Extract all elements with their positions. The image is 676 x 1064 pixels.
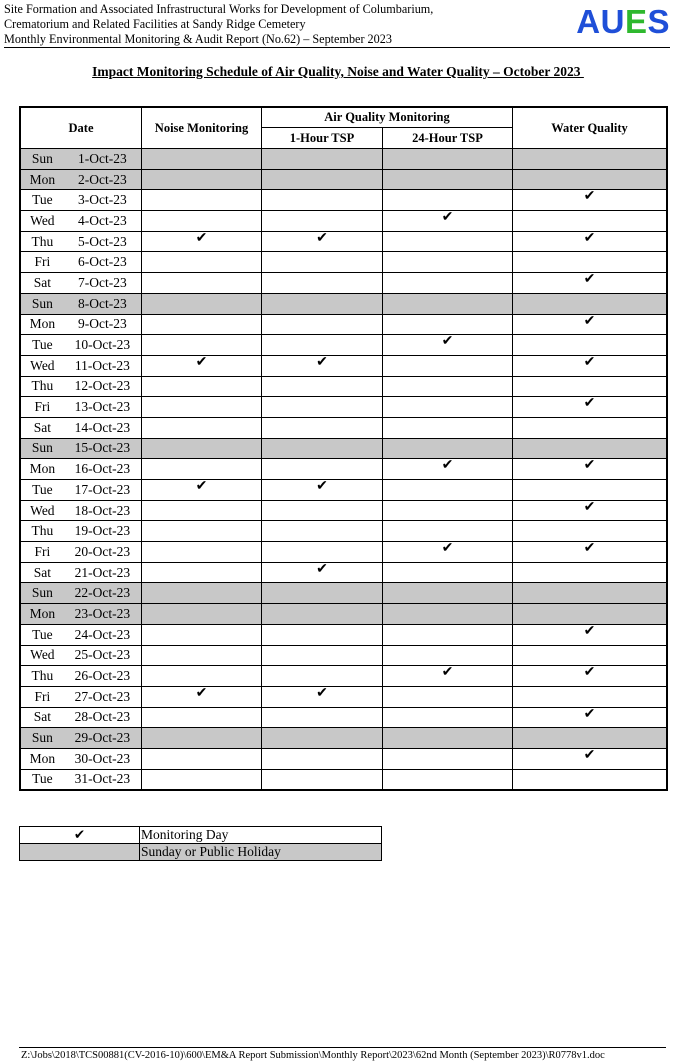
- legend-row-holiday: [20, 844, 382, 861]
- date-cell: 4-Oct-23: [64, 211, 142, 232]
- water-cell: ✔: [513, 666, 668, 687]
- table-row: [20, 211, 667, 232]
- date-cell: 17-Oct-23: [64, 480, 142, 501]
- schedule-body: [20, 149, 667, 791]
- water-cell: ✔: [513, 459, 668, 480]
- tsp24-cell: [383, 169, 513, 190]
- table-row: [20, 521, 667, 542]
- tsp1-cell: [262, 149, 383, 170]
- tsp24-cell: [383, 624, 513, 645]
- date-cell: 8-Oct-23: [64, 293, 142, 314]
- table-row: [20, 397, 667, 418]
- tsp24-cell: [383, 293, 513, 314]
- tsp1-cell: [262, 542, 383, 563]
- noise-cell: [142, 666, 262, 687]
- tsp24-cell: [383, 769, 513, 790]
- tsp24-cell: [383, 562, 513, 583]
- noise-cell: ✔: [142, 686, 262, 707]
- water-cell: [513, 293, 668, 314]
- noise-cell: [142, 521, 262, 542]
- legend-monitoring-label: Monitoring Day: [140, 827, 382, 844]
- date-cell: 6-Oct-23: [64, 252, 142, 273]
- table-row: [20, 335, 667, 356]
- noise-cell: [142, 335, 262, 356]
- noise-cell: ✔: [142, 355, 262, 376]
- tsp1-cell: [262, 459, 383, 480]
- water-cell: [513, 769, 668, 790]
- tsp24-cell: [383, 376, 513, 397]
- tsp1-cell: [262, 521, 383, 542]
- day-cell: Thu: [20, 231, 64, 252]
- water-cell: [513, 728, 668, 749]
- date-cell: 29-Oct-23: [64, 728, 142, 749]
- tsp1-cell: ✔: [262, 562, 383, 583]
- noise-cell: [142, 583, 262, 604]
- noise-cell: [142, 438, 262, 459]
- noise-cell: [142, 748, 262, 769]
- tsp1-cell: [262, 293, 383, 314]
- noise-cell: [142, 542, 262, 563]
- table-row: [20, 604, 667, 625]
- day-cell: Mon: [20, 314, 64, 335]
- table-row: [20, 252, 667, 273]
- water-cell: [513, 376, 668, 397]
- header-air-quality: Air Quality Monitoring: [262, 107, 513, 128]
- legend-table: [19, 826, 382, 861]
- date-cell: 9-Oct-23: [64, 314, 142, 335]
- noise-cell: [142, 252, 262, 273]
- noise-cell: [142, 397, 262, 418]
- header-noise: Noise Monitoring: [142, 107, 262, 149]
- day-cell: Thu: [20, 521, 64, 542]
- tsp1-cell: ✔: [262, 686, 383, 707]
- water-cell: ✔: [513, 500, 668, 521]
- noise-cell: ✔: [142, 480, 262, 501]
- tsp24-cell: [383, 500, 513, 521]
- tsp24-cell: ✔: [383, 542, 513, 563]
- footer-file-path: Z:\Jobs\2018\TCS00881(CV-2016-10)\600\EM&A Report Submission\Monthly Report\2023\62nd Month (September 2023)\R0778v1.doc: [21, 1050, 605, 1061]
- tsp24-cell: ✔: [383, 459, 513, 480]
- tsp1-cell: [262, 335, 383, 356]
- table-row: [20, 169, 667, 190]
- noise-cell: [142, 769, 262, 790]
- table-row: [20, 666, 667, 687]
- day-cell: Sat: [20, 417, 64, 438]
- legend-holiday-label: Sunday or Public Holiday: [140, 844, 382, 861]
- tsp24-cell: [383, 252, 513, 273]
- tsp24-cell: [383, 521, 513, 542]
- noise-cell: [142, 645, 262, 666]
- date-cell: 31-Oct-23: [64, 769, 142, 790]
- table-row: [20, 707, 667, 728]
- tsp24-cell: [383, 707, 513, 728]
- date-cell: 22-Oct-23: [64, 583, 142, 604]
- water-cell: [513, 169, 668, 190]
- noise-cell: [142, 149, 262, 170]
- noise-cell: [142, 562, 262, 583]
- day-cell: Thu: [20, 666, 64, 687]
- table-row: [20, 417, 667, 438]
- legend-row-monitoring: [20, 827, 382, 844]
- noise-cell: [142, 500, 262, 521]
- tsp24-cell: [383, 231, 513, 252]
- table-row: [20, 231, 667, 252]
- water-cell: ✔: [513, 355, 668, 376]
- table-row: [20, 769, 667, 790]
- table-row: [20, 500, 667, 521]
- table-row: [20, 459, 667, 480]
- tsp24-cell: [383, 314, 513, 335]
- date-cell: 2-Oct-23: [64, 169, 142, 190]
- water-cell: ✔: [513, 542, 668, 563]
- tsp24-cell: [383, 417, 513, 438]
- water-cell: [513, 211, 668, 232]
- day-cell: Sun: [20, 438, 64, 459]
- header-24hour-tsp: 24-Hour TSP: [383, 128, 513, 149]
- day-cell: Wed: [20, 645, 64, 666]
- tsp1-cell: ✔: [262, 231, 383, 252]
- tsp24-cell: [383, 645, 513, 666]
- tsp1-cell: [262, 211, 383, 232]
- noise-cell: [142, 211, 262, 232]
- table-row: [20, 728, 667, 749]
- water-cell: [513, 604, 668, 625]
- tsp1-cell: [262, 604, 383, 625]
- water-cell: [513, 521, 668, 542]
- page-title: Impact Monitoring Schedule of Air Quality, Noise and Water Quality – October 2023: [92, 64, 584, 79]
- day-cell: Fri: [20, 686, 64, 707]
- date-cell: 3-Oct-23: [64, 190, 142, 211]
- tsp1-cell: [262, 748, 383, 769]
- day-cell: Sun: [20, 583, 64, 604]
- water-cell: [513, 562, 668, 583]
- date-cell: 21-Oct-23: [64, 562, 142, 583]
- noise-cell: [142, 190, 262, 211]
- noise-cell: [142, 459, 262, 480]
- tsp24-cell: [383, 728, 513, 749]
- header-line-3: Monthly Environmental Monitoring & Audit Report (No.62) – September 2023: [4, 32, 392, 46]
- logo-letter-e: E: [624, 3, 648, 40]
- tsp1-cell: [262, 376, 383, 397]
- date-cell: 19-Oct-23: [64, 521, 142, 542]
- tsp24-cell: ✔: [383, 666, 513, 687]
- date-cell: 12-Oct-23: [64, 376, 142, 397]
- noise-cell: ✔: [142, 231, 262, 252]
- water-cell: [513, 686, 668, 707]
- water-cell: ✔: [513, 273, 668, 294]
- tsp24-cell: [383, 480, 513, 501]
- table-row: [20, 149, 667, 170]
- table-row: [20, 438, 667, 459]
- day-cell: Mon: [20, 748, 64, 769]
- date-cell: 30-Oct-23: [64, 748, 142, 769]
- day-cell: Sun: [20, 293, 64, 314]
- logo-letter-a: A: [576, 3, 601, 40]
- water-cell: ✔: [513, 314, 668, 335]
- water-cell: ✔: [513, 397, 668, 418]
- day-cell: Fri: [20, 397, 64, 418]
- tsp1-cell: [262, 397, 383, 418]
- logo-letter-u: U: [600, 3, 625, 40]
- date-cell: 24-Oct-23: [64, 624, 142, 645]
- legend-check-symbol: ✔: [20, 827, 140, 844]
- day-cell: Tue: [20, 769, 64, 790]
- tsp1-cell: [262, 769, 383, 790]
- date-cell: 11-Oct-23: [64, 355, 142, 376]
- noise-cell: [142, 273, 262, 294]
- table-row: [20, 624, 667, 645]
- tsp24-cell: [383, 273, 513, 294]
- tsp1-cell: [262, 645, 383, 666]
- table-row: [20, 355, 667, 376]
- day-cell: Tue: [20, 335, 64, 356]
- date-cell: 1-Oct-23: [64, 149, 142, 170]
- water-cell: [513, 335, 668, 356]
- noise-cell: [142, 417, 262, 438]
- noise-cell: [142, 604, 262, 625]
- water-cell: ✔: [513, 190, 668, 211]
- header-line-2: Crematorium and Related Facilities at Sandy Ridge Cemetery: [4, 17, 306, 31]
- day-cell: Sun: [20, 149, 64, 170]
- tsp24-cell: [383, 438, 513, 459]
- day-cell: Thu: [20, 376, 64, 397]
- noise-cell: [142, 314, 262, 335]
- date-cell: 16-Oct-23: [64, 459, 142, 480]
- tsp1-cell: ✔: [262, 355, 383, 376]
- tsp24-cell: [383, 149, 513, 170]
- water-cell: ✔: [513, 231, 668, 252]
- day-cell: Tue: [20, 190, 64, 211]
- tsp24-cell: [383, 686, 513, 707]
- day-cell: Mon: [20, 604, 64, 625]
- tsp24-cell: [383, 190, 513, 211]
- tsp1-cell: [262, 728, 383, 749]
- header-divider: [4, 47, 670, 48]
- water-cell: [513, 417, 668, 438]
- tsp1-cell: [262, 252, 383, 273]
- date-cell: 5-Oct-23: [64, 231, 142, 252]
- day-cell: Sun: [20, 728, 64, 749]
- header-1hour-tsp: 1-Hour TSP: [262, 128, 383, 149]
- tsp1-cell: [262, 273, 383, 294]
- table-row: [20, 748, 667, 769]
- tsp1-cell: [262, 314, 383, 335]
- tsp1-cell: [262, 624, 383, 645]
- tsp24-cell: [383, 397, 513, 418]
- header-line-1: Site Formation and Associated Infrastructural Works for Development of Columbarium,: [4, 2, 434, 16]
- logo-letter-s: S: [647, 3, 670, 40]
- monitoring-schedule-table: [19, 106, 668, 791]
- table-row: [20, 190, 667, 211]
- date-cell: 20-Oct-23: [64, 542, 142, 563]
- date-cell: 13-Oct-23: [64, 397, 142, 418]
- tsp24-cell: ✔: [383, 211, 513, 232]
- tsp1-cell: ✔: [262, 480, 383, 501]
- noise-cell: [142, 707, 262, 728]
- table-row: [20, 562, 667, 583]
- day-cell: Fri: [20, 542, 64, 563]
- date-cell: 7-Oct-23: [64, 273, 142, 294]
- table-row: [20, 293, 667, 314]
- tsp1-cell: [262, 666, 383, 687]
- table-row: [20, 480, 667, 501]
- header-water-quality: Water Quality: [513, 107, 668, 149]
- noise-cell: [142, 376, 262, 397]
- day-cell: Wed: [20, 500, 64, 521]
- day-cell: Tue: [20, 480, 64, 501]
- aues-logo: [576, 3, 670, 41]
- water-cell: [513, 480, 668, 501]
- tsp1-cell: [262, 438, 383, 459]
- date-cell: 28-Oct-23: [64, 707, 142, 728]
- tsp1-cell: [262, 500, 383, 521]
- day-cell: Mon: [20, 459, 64, 480]
- tsp1-cell: [262, 190, 383, 211]
- table-row: [20, 645, 667, 666]
- day-cell: Mon: [20, 169, 64, 190]
- date-cell: 10-Oct-23: [64, 335, 142, 356]
- noise-cell: [142, 293, 262, 314]
- table-row: [20, 376, 667, 397]
- tsp24-cell: [383, 604, 513, 625]
- tsp24-cell: [383, 355, 513, 376]
- header-date: Date: [20, 107, 142, 149]
- tsp1-cell: [262, 583, 383, 604]
- day-cell: Wed: [20, 211, 64, 232]
- water-cell: ✔: [513, 748, 668, 769]
- day-cell: Wed: [20, 355, 64, 376]
- table-row: [20, 273, 667, 294]
- footer-divider: [19, 1047, 666, 1048]
- noise-cell: [142, 169, 262, 190]
- day-cell: Sat: [20, 273, 64, 294]
- water-cell: ✔: [513, 624, 668, 645]
- day-cell: Tue: [20, 624, 64, 645]
- noise-cell: [142, 728, 262, 749]
- day-cell: Sat: [20, 707, 64, 728]
- day-cell: Sat: [20, 562, 64, 583]
- date-cell: 26-Oct-23: [64, 666, 142, 687]
- tsp24-cell: [383, 583, 513, 604]
- noise-cell: [142, 624, 262, 645]
- date-cell: 27-Oct-23: [64, 686, 142, 707]
- tsp24-cell: [383, 748, 513, 769]
- water-cell: [513, 438, 668, 459]
- table-row: [20, 314, 667, 335]
- table-row: [20, 686, 667, 707]
- tsp1-cell: [262, 417, 383, 438]
- water-cell: [513, 252, 668, 273]
- day-cell: Fri: [20, 252, 64, 273]
- water-cell: [513, 645, 668, 666]
- legend-holiday-swatch: [20, 844, 140, 861]
- document-header: [4, 2, 504, 47]
- water-cell: [513, 583, 668, 604]
- tsp24-cell: ✔: [383, 335, 513, 356]
- date-cell: 15-Oct-23: [64, 438, 142, 459]
- table-row: [20, 583, 667, 604]
- tsp1-cell: [262, 169, 383, 190]
- date-cell: 18-Oct-23: [64, 500, 142, 521]
- date-cell: 14-Oct-23: [64, 417, 142, 438]
- date-cell: 23-Oct-23: [64, 604, 142, 625]
- water-cell: ✔: [513, 707, 668, 728]
- water-cell: [513, 149, 668, 170]
- date-cell: 25-Oct-23: [64, 645, 142, 666]
- tsp1-cell: [262, 707, 383, 728]
- table-row: [20, 542, 667, 563]
